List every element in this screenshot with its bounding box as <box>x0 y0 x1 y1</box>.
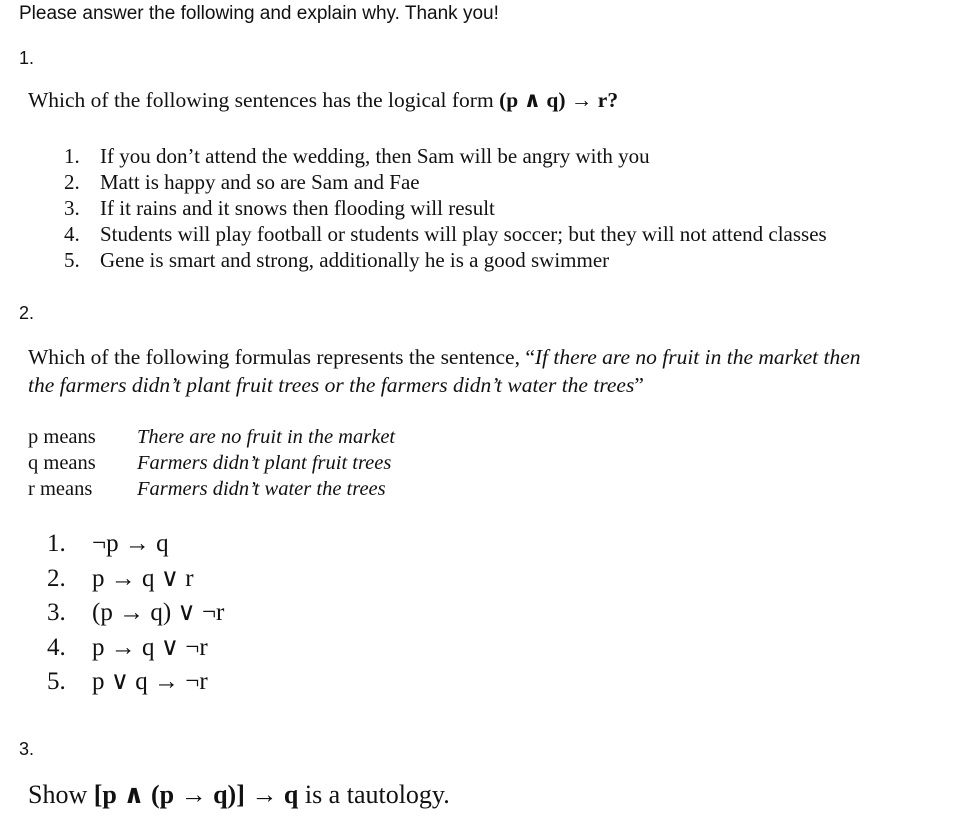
option-formula: p → q ∨ r <box>92 564 194 592</box>
definition-key: q means <box>28 452 96 474</box>
question-2-prompt <box>28 343 861 399</box>
question-1-prompt-text: Which of the following sentences has the logical form <box>28 88 500 112</box>
option-number: 3. <box>47 599 66 626</box>
list-item <box>47 631 224 666</box>
option-formula: (p → q) ∨ ¬r <box>92 599 225 626</box>
question-3-prompt-end: is a tautology. <box>298 780 450 809</box>
definition-row <box>28 450 395 476</box>
question-1-prompt <box>28 88 618 113</box>
definition-value: Farmers didn’t plant fruit trees <box>137 452 392 474</box>
option-number: 3. <box>64 196 80 220</box>
definition-key: p means <box>28 426 96 448</box>
question-3-prompt <box>28 780 450 810</box>
definition-row <box>28 476 395 502</box>
option-text: Gene is smart and strong, additionally he is a good swimmer <box>100 248 610 272</box>
option-number: 1. <box>64 144 80 168</box>
option-text: If it rains and it snows then flooding will result <box>100 196 495 220</box>
list-item <box>64 221 827 247</box>
definition-key: r means <box>28 478 93 500</box>
list-item <box>47 596 224 631</box>
question-2-quote-close: ” <box>634 373 644 397</box>
list-item <box>64 195 827 221</box>
question-1-prompt-end: ? <box>607 88 619 112</box>
option-formula: p ∨ q → ¬r <box>92 668 208 695</box>
question-3-prompt-text: Show <box>28 780 94 809</box>
question-2-quote-line-1: If there are no fruit in the market then <box>534 345 861 369</box>
question-2-options <box>47 527 224 700</box>
definition-value: There are no fruit in the market <box>137 426 396 448</box>
option-number: 5. <box>47 668 66 695</box>
definition-value: Farmers didn’t water the trees <box>137 478 386 500</box>
option-formula: ¬p → q <box>92 530 169 557</box>
question-3-number: 3. <box>19 739 35 759</box>
definition-row <box>28 424 395 450</box>
option-number: 2. <box>64 170 80 194</box>
option-number: 4. <box>64 222 80 246</box>
option-number: 1. <box>47 530 66 557</box>
list-item <box>47 562 224 597</box>
question-2-quote-line-2: the farmers didn’t plant fruit trees or the farmers didn’t water the trees <box>28 373 635 397</box>
list-item <box>47 665 224 700</box>
list-item <box>47 527 224 562</box>
question-2-number: 2. <box>19 303 35 323</box>
option-number: 5. <box>64 248 80 272</box>
option-number: 2. <box>47 564 66 592</box>
question-2-prompt-text: Which of the following formulas represents the sentence, “ <box>28 345 535 369</box>
question-1-number: 1. <box>19 48 35 68</box>
list-item <box>64 247 827 273</box>
option-text: Matt is happy and so are Sam and Fae <box>100 170 420 194</box>
option-formula: p → q ∨ ¬r <box>92 633 208 661</box>
list-item <box>64 143 827 169</box>
list-item <box>64 169 827 195</box>
option-text: If you don’t attend the wedding, then Sam will be angry with you <box>100 144 650 168</box>
question-1-formula: (p ∧ q) → r <box>499 88 608 112</box>
instructions-text: Please answer the following and explain why. Thank you! <box>19 3 499 24</box>
question-3-formula: [p ∧ (p → q)] → q <box>93 780 299 809</box>
option-number: 4. <box>47 633 66 661</box>
option-text: Students will play football or students will play soccer; but they will not attend classes <box>100 222 827 246</box>
question-1-options <box>64 143 827 273</box>
variable-definitions <box>28 424 395 502</box>
